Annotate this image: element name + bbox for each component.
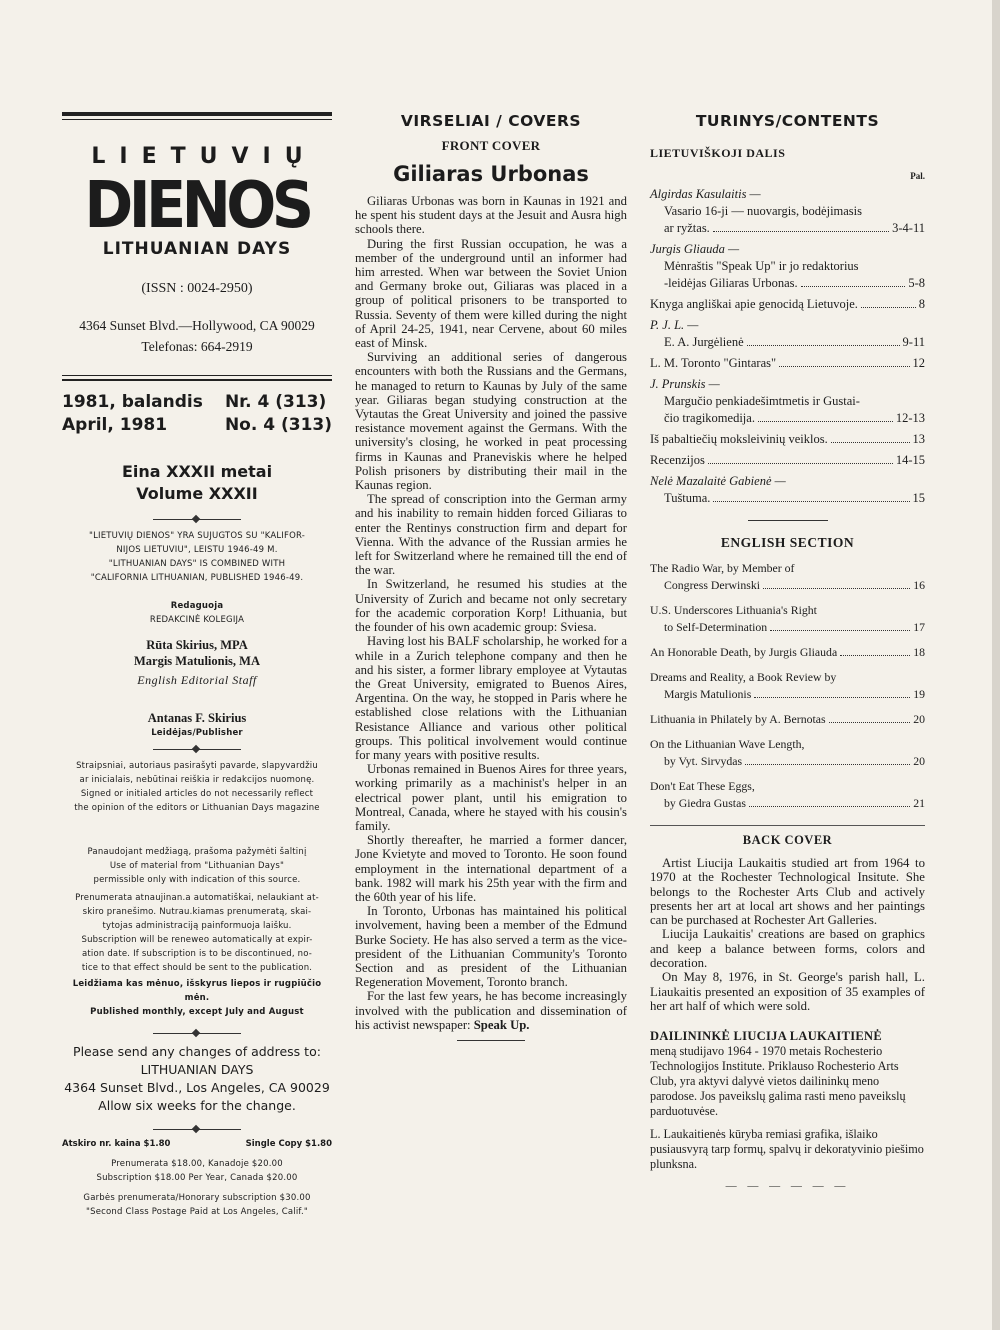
editor-name: Margis Matulionis, MA <box>133 654 261 668</box>
disclaimer-line: Straipsniai, autoriaus pasirašyti pavarde, slapyvardžiu <box>76 761 318 771</box>
postage-line: "Second Class Postage Paid at Los Angeles, Calif." <box>86 1207 308 1217</box>
toc-entry <box>650 242 925 291</box>
toc-page: 17 <box>913 620 925 634</box>
toc-title: An Honorable Death, by Jurgis Gliauda <box>650 645 838 659</box>
last-paragraph-text: For the last few years, he has become increasingly involved with the publication and dissemination of his activist newspaper: <box>355 989 627 1032</box>
toc-leader <box>708 453 893 464</box>
source-line: Panaudojant medžiagą, prašoma pažymėti šaltinį <box>87 847 307 857</box>
toc-line <box>650 335 925 350</box>
toc-title: Tuštuma. <box>664 491 711 505</box>
toc-line <box>650 491 925 506</box>
toc-page: 15 <box>912 491 925 505</box>
disclaimer-line: ar inicialais, nebūtinai reiškia ir redakcijos nuomonę. <box>79 775 315 785</box>
toc-line <box>650 394 925 409</box>
toc-line <box>650 578 925 593</box>
editors <box>62 637 332 669</box>
toc-page: 8 <box>918 297 925 311</box>
toc-entry <box>650 356 925 371</box>
paragraph: L. Laukaitienės kūryba remiasi grafika, išlaiko pusiausvyrą tarp formų, spalvų ir dekoratyvinio piešimo plunksna. <box>650 1127 924 1172</box>
toc-title: Recenzijos <box>650 453 705 467</box>
disclaimer-line: the opinion of the editors or Lithuanian Days magazine <box>74 803 320 813</box>
price-en: Single Copy $1.80 <box>245 1139 332 1149</box>
toc-entry <box>650 474 925 506</box>
volume-en: Volume XXXII <box>136 484 258 503</box>
issue-number-en: No. 4 (313) <box>224 415 332 435</box>
toc-page: 19 <box>913 687 925 701</box>
toc-line <box>650 754 925 769</box>
publisher-title: Leidėjas/Publisher <box>151 728 243 738</box>
toc-leader <box>831 432 910 443</box>
lithuanian-toc <box>650 187 925 506</box>
toc-page: 5-8 <box>908 276 925 290</box>
price-lt: Atskiro nr. kaina $1.80 <box>62 1139 171 1149</box>
paragraph: During the first Russian occupation, he was a member of the underground until an informer had him arrested. When war between the Soviet Union and Germany broke out, Giliaras was placed in a group of political prisoners to be transported to Russia. Seventy of them were killed during the night of April 24-25, 1941, near Cervene, about 60 miles east of Minsk. <box>355 236 627 351</box>
change-line: 4364 Sunset Blvd., Los Angeles, CA 90029 <box>64 1080 330 1095</box>
toc-author: Jurgis Gliauda — <box>650 242 740 256</box>
toc-page: 18 <box>913 645 925 659</box>
toc-line <box>650 221 925 236</box>
source-note <box>62 845 332 887</box>
contents-heading: TURINYS/CONTENTS <box>695 112 880 130</box>
issn: (ISSN : 0024-2950) <box>141 281 253 296</box>
combined-notice <box>62 529 332 585</box>
toc-leader <box>754 687 910 698</box>
disclaimer-line: Signed or initialed articles do not necessarily reflect <box>80 789 314 799</box>
toc-page: 9-11 <box>902 335 925 349</box>
combined-en-line: "CALIFORNIA LITHUANIAN, PUBLISHED 1946-49. <box>90 573 304 583</box>
toc-entry <box>650 737 925 769</box>
toc-leader <box>829 712 911 723</box>
masthead-column <box>62 112 332 1219</box>
toc-title: E. A. Jurgėlienė <box>664 335 744 349</box>
paragraph: Having lost his BALF scholarship, he worked for a while in a Zurich telephone company and then he and his sister, a former library employee at Vytautas the Great University, emigrated to Buenos Aires, Argentina. On the way, he stopped in Paris where he established close relations with the Lithuanian Resistance Alliance and various other political groups. This political involvement would continue for many years with positive results. <box>355 634 627 762</box>
renewal-line: skiro pranešimo. Nutrau.kiamas prenumeratą, skai- <box>82 907 312 917</box>
disclaimer <box>62 759 332 815</box>
toc-line <box>650 620 925 635</box>
toc-title: Knyga angliškai apie genocidą Lietuvoje. <box>650 297 858 311</box>
masthead-small: LIETUVIŲ <box>91 144 317 169</box>
editorial-staff: English Editorial Staff <box>137 673 257 687</box>
toc-leader <box>713 491 909 502</box>
monthly-note <box>62 977 332 1019</box>
artist-lt-heading: DAILININKĖ LIUCIJA LAUKAITIENĖ <box>650 1029 882 1044</box>
volume-block <box>62 461 332 505</box>
paragraph: Surviving an additional series of dangerous encounters with both the Russians and the Germans, he managed to return to Kaunas by July of the same year. Giliaras began studying construction at the Vytautas the Great University and joined the passive resistance movement against the Germans. With the university's closing, he worked in peat processing firms in Kaunas and Praneviskis where he helped Polish prisoners by distributing their mail in the Kaunas region. <box>355 350 627 493</box>
english-section-heading: ENGLISH SECTION <box>720 535 855 550</box>
toc-line <box>650 796 925 811</box>
paragraph: Artist Liucija Laukaitis studied art from 1964 to 1970 at the Rochester Technological Insitute. She belongs to the Rochester Arts Club and actively presents her art at local art shows and her paintings can be purchased at Rochester Art Galleries. <box>650 856 925 928</box>
kolegija-label: REDAKCINĖ KOLEGIJA <box>149 615 245 625</box>
paragraph: Shortly thereafter, he married a former dancer, Jone Kvietyte and moved to Toronto. He soon found employment in the international department of a bank. 1982 will mark his 25th year with the firm and the 60th year of his life. <box>355 833 627 904</box>
top-rule-thin <box>62 119 332 120</box>
honorary-line: Garbės prenumerata/Honorary subscription $30.00 <box>83 1193 311 1203</box>
toc-title: by Vyt. Sirvydas <box>664 754 743 768</box>
toc-title-line: Don't Eat These Eggs, <box>650 779 755 793</box>
toc-title-line: The Radio War, by Member of <box>650 561 795 575</box>
toc-entry <box>650 187 925 236</box>
source-line: permissible only with indication of this source. <box>93 875 301 885</box>
toc-leader <box>763 578 910 589</box>
toc-leader <box>745 754 910 765</box>
toc-leader <box>779 356 909 367</box>
renewal-line: Prenumerata atnaujinan.a automatiškai, nelaukiant at- <box>75 893 319 903</box>
toc-entry <box>650 670 925 702</box>
toc-leader <box>770 620 910 631</box>
issue-date-lt: 1981, balandis <box>62 392 203 412</box>
toc-entry <box>650 645 925 660</box>
change-line: Allow six weeks for the change. <box>98 1098 296 1113</box>
toc-entry <box>650 561 925 593</box>
toc-leader <box>840 645 910 656</box>
phone: Telefonas: 664-2919 <box>141 339 253 354</box>
paragraph: meną studijavo 1964 - 1970 metais Rochesterio Technologijos Institute. Priklauso Rochesterio Arts Club, yra aktyvi dalyvė vietos dailininkų meno parodose. Jos paveikslų galima rasti meno paveikslų parduotuvėse. <box>650 1044 906 1119</box>
article-title: Giliaras Urbonas <box>393 162 589 186</box>
toc-line <box>650 204 925 219</box>
toc-line <box>650 687 925 702</box>
paragraph: The spread of conscription into the German army and his inability to remain hidden forced Giliaras to enter the Rentinys construction firm and depart for Vienna. With the advance of the Russian armies he left for Switzerland where he remained till the end of the war. <box>355 492 627 578</box>
toc-title: Mėnraštis "Speak Up" ir jo redaktorius <box>664 259 859 273</box>
toc-author: Algirdas Kasulaitis — <box>650 187 761 201</box>
toc-line <box>650 432 925 447</box>
toc-entry <box>650 377 925 426</box>
page-edge <box>992 0 1000 1330</box>
paragraph: Giliaras Urbonas was born in Kaunas in 1921 and he spent his student days at the Jesuit and Ausra high schools there. <box>355 194 627 237</box>
diamond-divider <box>153 749 241 750</box>
masthead-subtitle: LITHUANIAN DAYS <box>102 239 292 259</box>
combined-lt-line: NIJOS LIETUVIU", LEISTU 1946-49 M. <box>116 545 278 555</box>
toc-entry <box>650 453 925 468</box>
toc-divider <box>748 520 828 521</box>
paragraph: On May 8, 1976, in St. George's parish hall, L. Liaukaitis presented an exposition of 35 examples of her art half of which were sold. <box>650 970 925 1013</box>
monthly-line: Published monthly, except July and August <box>90 1007 304 1017</box>
toc-page: 14-15 <box>895 453 925 467</box>
toc-line <box>650 276 925 291</box>
toc-title: Lithuania in Philately by A. Bernotas <box>650 712 826 726</box>
combined-en-line: "LITHUANIAN DAYS" IS COMBINED WITH <box>108 559 286 569</box>
section-divider <box>650 825 925 829</box>
monthly-line: mėn. <box>184 993 210 1003</box>
toc-leader <box>758 411 893 422</box>
toc-title: ar ryžtas. <box>664 221 710 235</box>
double-rule <box>62 375 332 381</box>
toc-title-line: U.S. Underscores Lithuania's Right <box>650 603 817 617</box>
end-rule <box>457 1040 525 1041</box>
toc-leader <box>861 297 916 308</box>
address-change <box>62 1043 332 1115</box>
toc-title: Vasario 16-ji — nuovargis, bodėjimasis <box>664 204 863 218</box>
top-rule <box>62 112 332 116</box>
publisher-name: Antanas F. Skirius <box>147 711 247 725</box>
paragraph: In Switzerland, he resumed his studies at the University of Zurich and became not only secretary for the academic corporation Korp! Lithuania, but the founder of his own academic group: Sviesa. <box>355 577 627 635</box>
paragraph: Liucija Laukaitis' creations are based on graphics and keep a balance between forms, colors and decoration. <box>650 927 925 971</box>
toc-line <box>650 356 925 371</box>
toc-line <box>650 453 925 468</box>
toc-title: Iš pabaltiečių moksleivinių veiklos. <box>650 432 828 446</box>
toc-entry <box>650 712 925 727</box>
renewal-line: Subscription will be reneweo automatically at expir- <box>81 935 313 945</box>
speak-up-title: Speak Up. <box>473 1017 530 1032</box>
toc-title: by Giedra Gustas <box>664 796 746 810</box>
change-line: LITHUANIAN DAYS <box>140 1062 254 1077</box>
english-toc <box>650 561 925 811</box>
back-cover-body <box>650 856 925 1013</box>
renewal-line: tytojas administraciją painformuoja laišku. <box>102 921 292 931</box>
toc-leader <box>713 221 889 232</box>
editor-name: Rūta Skirius, MPA <box>146 638 248 652</box>
issue-info <box>62 391 332 437</box>
editorial-block <box>62 599 332 627</box>
toc-author: P. J. L. — <box>650 318 699 332</box>
toc-title: Margučio penkiadešimtmetis ir Gustai- <box>664 394 860 408</box>
toc-page: 12-13 <box>895 411 925 425</box>
price-row <box>62 1139 332 1149</box>
toc-entry <box>650 603 925 635</box>
toc-page: 12 <box>912 356 925 370</box>
page-label: Pal. <box>910 171 925 181</box>
toc-line <box>650 259 925 274</box>
renewal-note <box>62 891 332 975</box>
artist-lt-body <box>650 1044 925 1172</box>
toc-title: -leidėjas Giliaras Urbonas. <box>664 276 798 290</box>
toc-author: Nelė Mazalaitė Gabienė — <box>650 474 786 488</box>
volume-lt: Eina XXXII metai <box>121 462 273 481</box>
paragraph <box>355 989 627 1032</box>
toc-title: Margis Matulionis <box>664 687 752 701</box>
back-cover-heading: BACK COVER <box>742 833 833 847</box>
toc-line <box>650 297 925 312</box>
toc-entry <box>650 318 925 350</box>
toc-leader <box>749 796 910 807</box>
toc-page: 21 <box>913 796 925 810</box>
toc-title: to Self-Determination <box>664 620 768 634</box>
front-cover-heading: FRONT COVER <box>441 138 541 153</box>
toc-title: čio tragikomedija. <box>664 411 755 425</box>
toc-line <box>650 411 925 426</box>
toc-leader <box>801 276 906 287</box>
subscription-block <box>62 1157 332 1219</box>
address-block <box>62 315 332 357</box>
toc-line <box>650 712 925 727</box>
subscription-line: Subscription $18.00 Per Year, Canada $20.00 <box>96 1173 298 1183</box>
toc-author: J. Prunskis — <box>650 377 720 391</box>
toc-page: 20 <box>913 712 925 726</box>
subscription-line: Prenumerata $18.00, Kanadoje $20.00 <box>111 1159 283 1169</box>
diamond-divider <box>153 1129 241 1130</box>
toc-page: 3-4-11 <box>892 221 925 235</box>
toc-leader <box>747 335 900 346</box>
masthead-title: DIENOS <box>84 169 310 243</box>
renewal-line: ation date. If subscription is to be discontinued, no- <box>81 949 313 959</box>
paragraph: Urbonas remained in Buenos Aires for three years, working primarily as a machinist's helper in an electrical power plant, until his emigration to Montreal, Canada, where he stayed with his cousin's family. <box>355 762 627 833</box>
contents-column <box>650 112 925 1192</box>
paragraph: In Toronto, Urbonas has maintained his political involvement, having been a member of the Edmund Burke Society. He has also served a term as the vice-president of the Lithuanian Community's Toronto Section and as president of the Lithuanian Regeneration Movement, Toronto branch. <box>355 904 627 990</box>
combined-lt-line: "LIETUVIŲ DIENOS" YRA SUJUGTOS SU "KALIFOR- <box>88 531 306 541</box>
toc-page: 16 <box>913 578 925 592</box>
covers-heading: VIRSELIAI / COVERS <box>400 112 582 130</box>
end-dashes: — — — — — — <box>725 1180 850 1193</box>
lithuanian-section-heading: LIETUVIŠKOJI DALIS <box>650 146 786 160</box>
source-line: Use of material from "Lithuanian Days" <box>109 861 285 871</box>
toc-entry <box>650 779 925 811</box>
redaguoja-label: Redaguoja <box>170 601 224 611</box>
issue-date-en: April, 1981 <box>62 415 168 435</box>
toc-title-line: Dreams and Reality, a Book Review by <box>650 670 837 684</box>
monthly-line: Leidžiama kas mėnuo, išskyrus liepos ir rugpiūčio <box>72 979 322 989</box>
toc-entry <box>650 432 925 447</box>
toc-line <box>650 645 925 660</box>
article-body <box>355 194 627 1032</box>
toc-title: Congress Derwinski <box>664 578 761 592</box>
toc-page: 13 <box>912 432 925 446</box>
toc-title-line: On the Lithuanian Wave Length, <box>650 737 805 751</box>
issue-number-lt: Nr. 4 (313) <box>224 392 327 412</box>
change-line: Please send any changes of address to: <box>73 1044 321 1059</box>
diamond-divider <box>153 1033 241 1034</box>
toc-page: 20 <box>913 754 925 768</box>
renewal-line: tice to that effect should be sent to the publication. <box>81 963 313 973</box>
toc-title: L. M. Toronto "Gintaras" <box>650 356 777 370</box>
toc-entry <box>650 297 925 312</box>
diamond-divider <box>153 519 241 520</box>
covers-column <box>355 112 627 1041</box>
address: 4364 Sunset Blvd.—Hollywood, CA 90029 <box>79 318 315 333</box>
